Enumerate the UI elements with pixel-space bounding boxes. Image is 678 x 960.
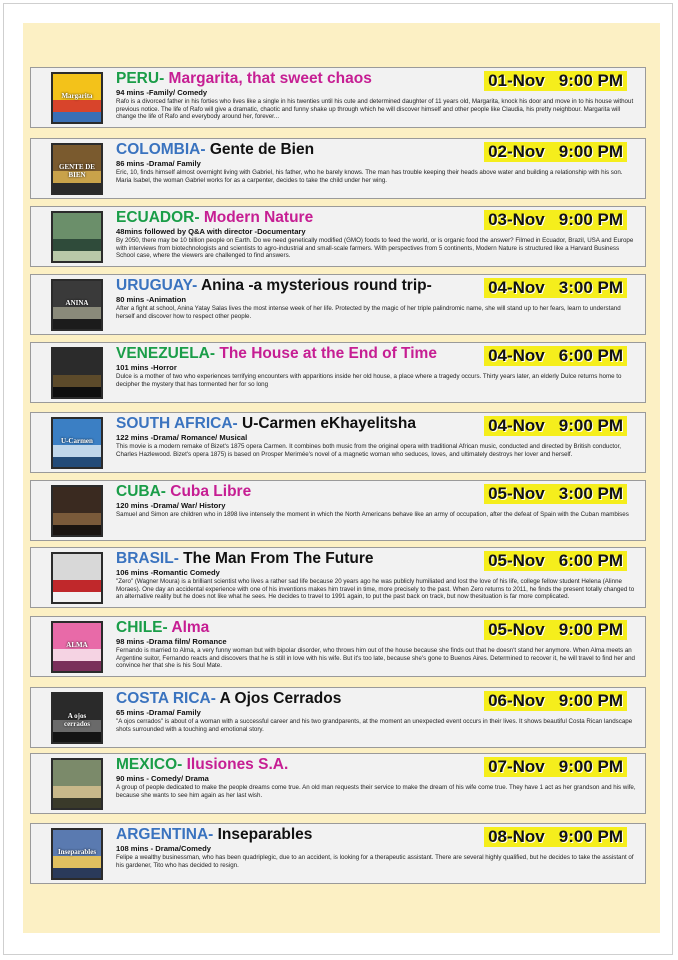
film-title: Margarita, that sweet chaos <box>164 70 372 87</box>
film-card <box>30 138 646 199</box>
screening-date: 05-Nov <box>488 484 545 503</box>
film-duration-genre: 90 mins - Comedy/ Drama <box>116 774 209 783</box>
poster-label: ANINA <box>65 299 89 308</box>
film-title: U-Carmen eKhayelitsha <box>237 415 417 432</box>
film-synopsis: Dulce is a mother of two who experiences terrifying encounters with apparitions inside her old house, a place where a tragedy occurs. Thirty years later, an elderly Dulce returns home to decipher the mystery that has tormented her for so long <box>116 373 622 388</box>
screening-date: 08-Nov <box>488 827 545 846</box>
film-synopsis: Fernando is married to Alma, a very funny woman but with bipolar disorder, who throws him out of the house because she finds out that he doesn't stand her anymore. When Alma meets an Argentine suitor, Fernando reacts and discovers that he is still in love with his wife. But it's too late, because she's gone to Buenos Aires. Determined to recover it, he will travel to find her and convince her that she is his Soul Mate. <box>116 647 635 670</box>
screening-date: 02-Nov <box>488 142 545 161</box>
film-duration-genre: 106 mins -Romantic Comedy <box>116 568 220 577</box>
film-card <box>30 412 646 473</box>
film-duration-genre: 48mins followed by Q&A with director -Documentary <box>116 227 306 236</box>
film-poster-image <box>51 279 103 331</box>
screening-time: 6:00 PM <box>558 551 623 570</box>
screening-datetime <box>484 827 627 847</box>
screening-datetime <box>484 757 627 777</box>
film-poster-image <box>51 72 103 124</box>
screening-datetime <box>484 416 627 436</box>
film-synopsis: Rafo is a divorced father in his forties who lives like a single in his twenties until his cute and determined daughter of 11 years old, Margarita, knock his door and move in to his house without previous notice. The life of Rafo will give a dramatic, chaotic and funny shake up through which he will discover himself and other people like Claudia, his pretty neighbour. Margarita will change the life of Rafo and everybody around her, forever... <box>116 98 634 121</box>
screening-time: 9:00 PM <box>558 757 623 776</box>
film-card <box>30 687 646 748</box>
film-synopsis: "Zero" (Wagner Moura) is a brilliant scientist who lives a rather sad life because 20 years ago he was publicly humiliated and lost the love of his life, college fellow student Helena (Alinne Moraes). One day an accidental experience with one of his inventions makes him travel in time, more precisely to the past. When Zero returns to 2011, he finds the present totally changed to an alternative reality but he does not like what he sees. He decides to travel to 1991 again, to put the past back on track, but now thesituation is far more complicated. <box>116 578 635 601</box>
poster-label: ALMA <box>66 641 88 650</box>
poster-label: GENTE DE BIEN <box>59 163 95 180</box>
film-duration-genre: 122 mins -Drama/ Romance/ Musical <box>116 433 248 442</box>
film-synopsis: Eric, 10, finds himself almost overnight living with Gabriel, his father, who he barely knows. The man has trouble keeping their heads above water and building a relationship with his son. Maria Isabel, the woman Gabriel works for as a carpenter, decides to take the child under her wing. <box>116 169 623 184</box>
screening-time: 6:00 PM <box>558 346 623 365</box>
screening-date: 04-Nov <box>488 416 545 435</box>
screening-date: 06-Nov <box>488 691 545 710</box>
film-card <box>30 342 646 403</box>
screening-time: 9:00 PM <box>558 142 623 161</box>
country-label: MEXICO- <box>116 756 183 773</box>
country-label: COLOMBIA- <box>116 141 206 158</box>
screening-time: 9:00 PM <box>558 416 623 435</box>
film-title: Alma <box>167 619 210 636</box>
country-label: VENEZUELA- <box>116 345 216 362</box>
screening-datetime <box>484 346 627 366</box>
screening-date: 04-Nov <box>488 346 545 365</box>
screening-datetime <box>484 484 627 504</box>
film-poster-image <box>51 347 103 399</box>
country-label: ECUADOR- <box>116 209 200 226</box>
screening-datetime <box>484 142 627 162</box>
film-card <box>30 616 646 677</box>
screening-time: 9:00 PM <box>558 71 623 90</box>
film-title: Modern Nature <box>199 209 314 226</box>
poster-label: Margarita <box>61 92 93 101</box>
screening-datetime <box>484 620 627 640</box>
film-title: Gente de Bien <box>205 141 315 158</box>
country-label: SOUTH AFRICA- <box>116 415 238 432</box>
country-label: ARGENTINA- <box>116 826 214 843</box>
film-poster-image <box>51 621 103 673</box>
film-poster-image <box>51 552 103 604</box>
screening-datetime <box>484 71 627 91</box>
screening-time: 9:00 PM <box>558 210 623 229</box>
screening-date: 03-Nov <box>488 210 545 229</box>
screening-date: 05-Nov <box>488 620 545 639</box>
screening-time: 3:00 PM <box>558 278 623 297</box>
screening-time: 3:00 PM <box>558 484 623 503</box>
film-card <box>30 67 646 128</box>
country-label: PERU- <box>116 70 165 87</box>
screening-date: 04-Nov <box>488 278 545 297</box>
film-duration-genre: 120 mins -Drama/ War/ History <box>116 501 226 510</box>
country-label: COSTA RICA- <box>116 690 216 707</box>
film-card <box>30 274 646 335</box>
screening-time: 9:00 PM <box>558 620 623 639</box>
screening-time: 9:00 PM <box>558 827 623 846</box>
poster-label: U-Carmen <box>61 437 93 446</box>
screening-datetime <box>484 210 627 230</box>
film-synopsis: "A ojos cerrados" is about of a woman with a successful career and his two grandparents, at the moment an unexpected event occurs in their lives. It shows beautiful Costa Rican landscape shots surrounded with a touching and emotional story. <box>116 718 633 733</box>
film-card <box>30 823 646 884</box>
film-title: Anina -a mysterious round trip- <box>197 277 432 294</box>
film-card <box>30 753 646 814</box>
film-title: A Ojos Cerrados <box>215 690 342 707</box>
film-duration-genre: 86 mins -Drama/ Family <box>116 159 201 168</box>
screening-date: 01-Nov <box>488 71 545 90</box>
film-title: Inseparables <box>213 826 313 843</box>
film-synopsis: A group of people dedicated to make the people dreams come true. An old man requests their service to make the dream of his wife come true. They have 1 act as her grandson and his wife, because she wants to see him again as her last wish. <box>116 784 636 799</box>
country-label: CHILE- <box>116 619 168 636</box>
film-duration-genre: 94 mins -Family/ Comedy <box>116 88 208 97</box>
country-label: BRASIL- <box>116 550 179 567</box>
screening-datetime <box>484 278 627 298</box>
film-synopsis: Samuel and Simon are children who in 1898 live intensely the moment in which the North Americans behave like an army of occupation, after the defeat of Spain with the Cuban mambises <box>116 511 629 518</box>
film-duration-genre: 80 mins -Animation <box>116 295 187 304</box>
film-poster-image <box>51 692 103 744</box>
film-poster-image <box>51 143 103 195</box>
film-title: Ilusiones S.A. <box>182 756 289 773</box>
film-poster-image <box>51 417 103 469</box>
film-poster-image <box>51 828 103 880</box>
film-title: The Man From The Future <box>178 550 374 567</box>
film-card <box>30 547 646 608</box>
country-label: URUGUAY- <box>116 277 198 294</box>
film-poster-image <box>51 485 103 537</box>
screening-date: 07-Nov <box>488 757 545 776</box>
film-synopsis: This movie is a modern remake of Bizet's 1875 opera Carmen. It combines both music from the original opera with traditional African music, conducted and directed by British conductor, Charles Hazlewood. Bizet's opera 1875) is based on Prosper Merimée's novel of a magnetic woman who seduces, loves, and ultimately destroys her lover and herself. <box>116 443 622 458</box>
film-duration-genre: 101 mins -Horror <box>116 363 177 372</box>
screening-time: 9:00 PM <box>558 691 623 710</box>
screening-datetime <box>484 551 627 571</box>
country-label: CUBA- <box>116 483 166 500</box>
film-title: The House at the End of Time <box>215 345 437 362</box>
film-title: Cuba Libre <box>165 483 252 500</box>
film-synopsis: Felipe a wealthy businessman, who has been quadriplegic, due to an accident, is looking for a therapeutic assistant. There are several highly qualified, but he decides to take the assistant of his gardener, Tito who has decided to resign. <box>116 854 634 869</box>
film-poster-image <box>51 758 103 810</box>
film-duration-genre: 108 mins - Drama/Comedy <box>116 844 211 853</box>
poster-label: Inseparables <box>57 848 97 857</box>
poster-label: A ojos cerrados <box>63 712 91 729</box>
film-poster-image <box>51 211 103 263</box>
film-card <box>30 206 646 267</box>
film-duration-genre: 65 mins -Drama/ Family <box>116 708 201 717</box>
film-duration-genre: 98 mins -Drama film/ Romance <box>116 637 227 646</box>
screening-datetime <box>484 691 627 711</box>
screening-date: 05-Nov <box>488 551 545 570</box>
film-synopsis: By 2050, there may be 10 billion people on Earth. Do we need genetically modified (GMO) foods to feed the world, or is organic food the answer? Filmed in Ecuador, Brazil, USA and Europe with interviews from biotechnologists and scientists to agro-industrial and small-scale farmers. With perspectives from 5 continents, Modern Nature is structured like a Harvard Business School case, where the viewers are challenged to find answers. <box>116 237 634 260</box>
film-synopsis: After a fight at school, Anina Yatay Salas lives the most intense week of her life. Protected by the magic of her triple palindromic name, she will stand up to her fears, learn to understand herself and discover how to respect other people. <box>116 305 621 320</box>
film-card <box>30 480 646 541</box>
